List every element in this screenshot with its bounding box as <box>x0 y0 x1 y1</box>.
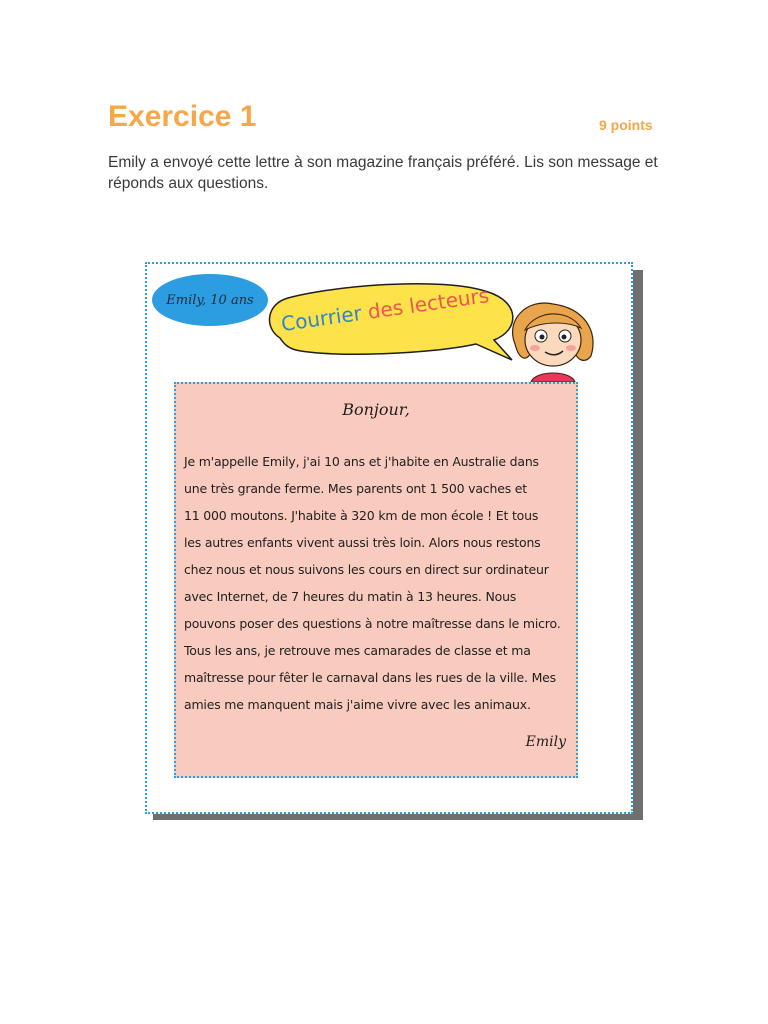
letter-body <box>174 382 578 778</box>
letter-line: une très grande ferme. Mes parents ont 1 500 vaches et <box>184 481 527 496</box>
letter-line: Tous les ans, je retrouve mes camarades de classe et ma <box>184 643 531 658</box>
exercise-instructions: Emily a envoyé cette lettre à son magazine français préféré. Lis son message et réponds aux questions. <box>108 154 658 192</box>
letter-line: 11 000 moutons. J'habite à 320 km de mon école ! Et tous <box>184 508 539 523</box>
exercise-title: Exercice 1 <box>108 100 257 133</box>
letter-line: maîtresse pour fêter le carnaval dans les rues de la ville. Mes <box>184 670 556 685</box>
speech-bubble <box>262 282 522 362</box>
name-tag-bubble <box>152 274 268 326</box>
exercise-points: 9 points <box>599 117 653 133</box>
girl-illustration <box>505 300 601 382</box>
banner-word-lecteurs: des lecteurs <box>366 283 491 324</box>
name-tag-text: Emily, 10 ans <box>166 292 254 308</box>
letter-line: pouvons poser des questions à notre maîtresse dans le micro. <box>184 616 561 631</box>
letter-line: Je m'appelle Emily, j'ai 10 ans et j'habite en Australie dans <box>184 454 539 469</box>
letter-line: les autres enfants vivent aussi très loin. Alors nous restons <box>184 535 541 550</box>
letter-line: chez nous et nous suivons les cours en direct sur ordinateur <box>184 562 549 577</box>
letter-signature: Emily <box>525 734 566 750</box>
letter-line: amies me manquent mais j'aime vivre avec les animaux. <box>184 697 531 712</box>
letter-line: avec Internet, de 7 heures du matin à 13 heures. Nous <box>184 589 517 604</box>
letter-greeting: Bonjour, <box>342 400 410 419</box>
banner-word-courrier: Courrier <box>279 300 364 337</box>
